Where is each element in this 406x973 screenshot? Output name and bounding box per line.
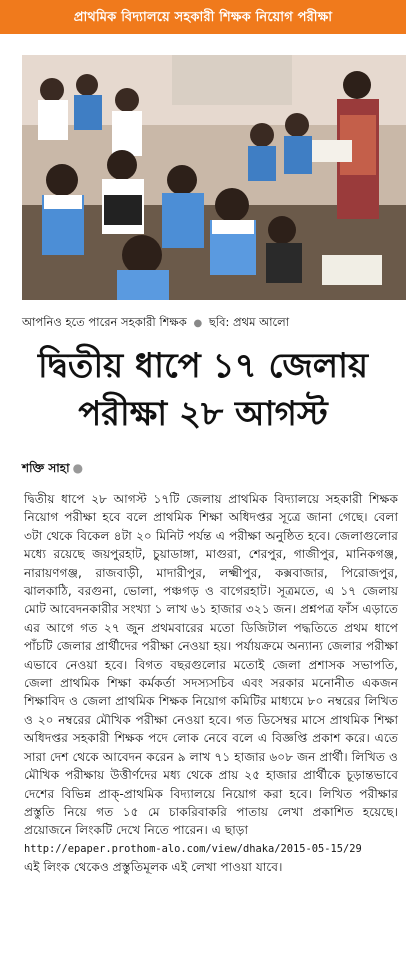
headline-line-1: দ্বিতীয় ধাপে ১৭ জেলায় <box>38 346 368 386</box>
article-link[interactable]: http://epaper.prothom-alo.com/view/dhaka/2015-05-15/29 <box>24 842 362 855</box>
section-header-bar <box>0 0 406 37</box>
article-body <box>24 490 398 950</box>
photo-illustration <box>22 55 406 300</box>
classroom-photo <box>22 55 406 300</box>
wall-panel <box>172 55 292 105</box>
section-title: প্রাথমিক বিদ্যালয়ে সহকারী শিক্ষক নিয়োগ পরীক্ষা <box>73 10 333 25</box>
headline <box>0 342 406 438</box>
caption-credit: ছবি: প্রথম আলো <box>208 315 290 329</box>
headline-line-2: পরীক্ষা ২৮ আগস্ট <box>78 394 328 434</box>
article-closing-line: এই লিংক থেকেও প্রস্তুতিমূলক এই লেখা পাওয়া যাবে। <box>24 860 283 875</box>
photo-caption <box>22 314 402 332</box>
caption-text: আপনিও হতে পারেন সহকারী শিক্ষক <box>22 315 187 329</box>
byline <box>22 460 83 480</box>
author-name: শক্তি সাহা <box>22 461 70 475</box>
caption-separator-dot: ● <box>193 318 203 329</box>
article-paragraph: দ্বিতীয় ধাপে ২৮ আগস্ট ১৭টি জেলায় প্রাথমিক বিদ্যালয়ে সহকারী শিক্ষক নিয়োগ পরীক্ষা হবে বলে প্রাথমিক শিক্ষা অধিদপ্তর সূত্রে জানা গেছে। বেলা ৩টা থেকে বিকেল ৪টা ২০ মিনিট পর্যন্ত এ পরীক্ষা অনুষ্ঠিত হবে। জেলাগুলোর মধ্যে রয়েছে জয়পুরহাট, চুয়াডাঙ্গা, মাগুরা, শেরপুর, গাজীপুর, মানিকগঞ্জ, নারায়ণগঞ্জ, রাজবাড়ী, মাদারীপুর, লক্ষ্মীপুর, কক্সবাজার, পিরোজপুর, ঝালকাঠি, বরগুনা, ভোলা, পঞ্চগড় ও বাগেরহাট। সূত্রমতে, এ ১৭ জেলায় মোট আবেদনকারীর সংখ্যা ১ লাখ ৬১ হাজার ৩২১ জন। প্রশ্নপত্র ফাঁস এড়াতে এর আগে গত ২৭ জুন প্রথমবারের মতো ডিজিটাল পদ্ধতিতে প্রথম ধাপে পাঁচটি জেলার প্রার্থীদের পরীক্ষা নেওয়া হয়। পর্যায়ক্রমে অন্যান্য জেলার পরীক্ষা এভাবে নেওয়া হবে। বিগত বছরগুলোর মতোই জেলা প্রশাসক সভাপতি, জেলা প্রাথমিক শিক্ষা কর্মকর্তা সদস্যসচিব এবং সরকার মনোনীত একজন শিক্ষাবিদ ও জেলা প্রাথমিক শিক্ষক নিয়োগ কমিটির মাধ্যমে ৮০ নম্বরের লিখিত ও ২০ নম্বরের মৌখিক পরীক্ষা নেওয়া হবে। গত ডিসেম্বর মাসে প্রাথমিক শিক্ষা অধিদপ্তর সহকারী শিক্ষক পদে লোক নেবে বলে এ বিজ্ঞপ্তি প্রকাশ করে। এতে সারা দেশ থেকে আবেদন করেন ৯ লাখ ৭১ হাজার ৬০৮ জন প্রার্থী। লিখিত ও মৌখিক পরীক্ষায় উত্তীর্ণদের মধ্য থেকে প্রায় ২৫ হাজার প্রার্থীকে চূড়ান্তভাবে দেশের বিভিন্ন প্রাক্-প্রাথমিক বিদ্যালয়ে নিয়োগ করা হবে। লিখিত পরীক্ষার প্রস্তুতি নিয়ে গত ১৫ মে চাকরিবাকরি পাতায় লেখা প্রকাশিত হয়েছে। প্রয়োজনে লিংকটি দেখে নিতে পারেন। এ ছাড়া <box>24 492 398 838</box>
byline-dot: ● <box>72 461 84 475</box>
